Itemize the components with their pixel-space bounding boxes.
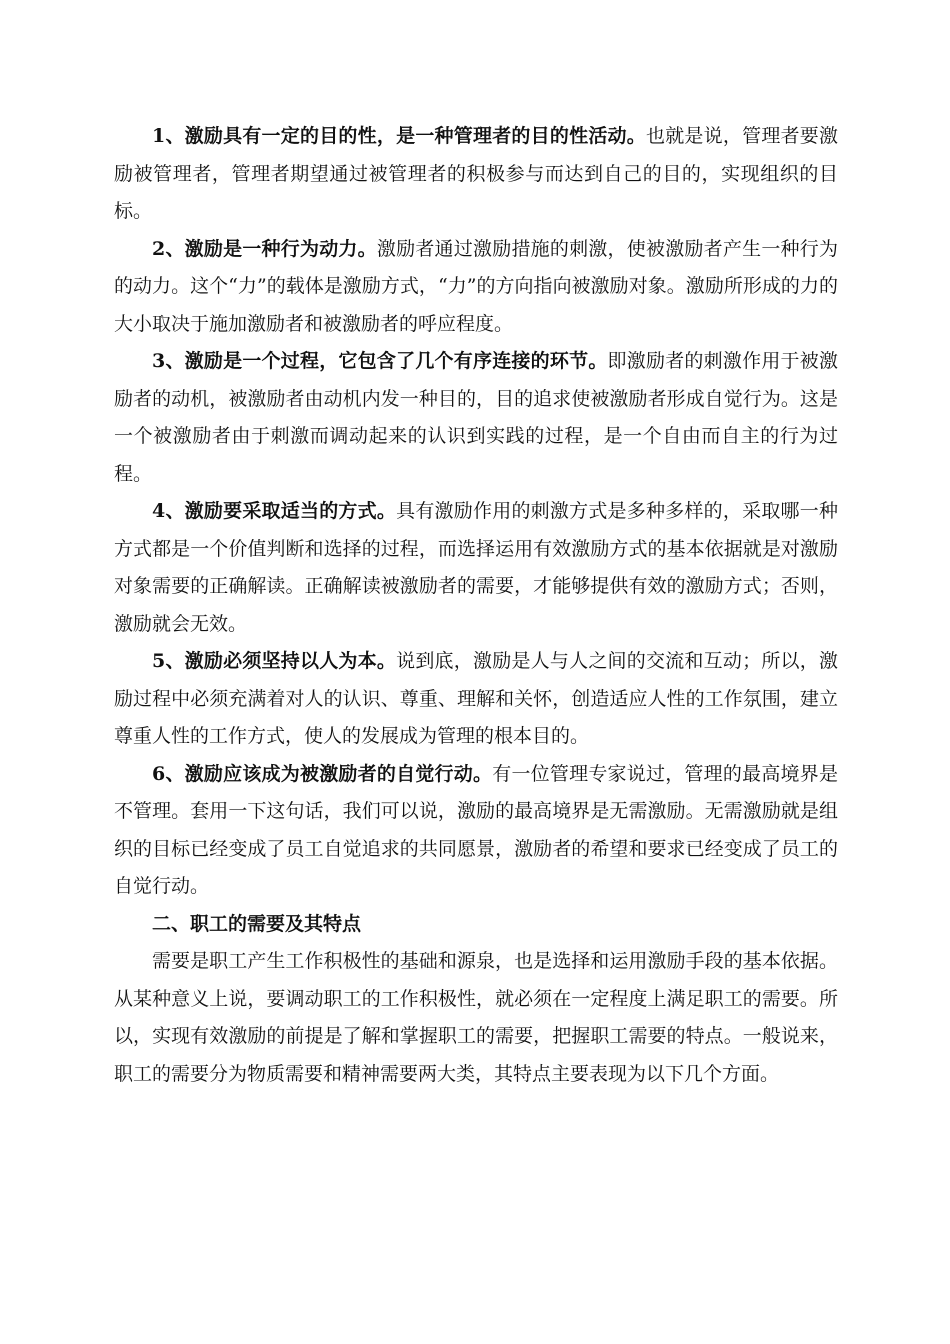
closing-paragraph: 需要是职工产生工作积极性的基础和源泉，也是选择和运用激励手段的基本依据。从某种意义上说，要调动职工的工作积极性，就必须在一定程度上满足职工的需要。所以，实现有效激励的前提是了解和掌握职工的需要，把握职工需要的特点。一般说来，职工的需要分为物质需要和精神需要两大类，其特点主要表现为以下几个方面。: [114, 950, 838, 1085]
paragraph-5: [114, 643, 838, 756]
paragraph-6-body: 有一位管理专家说过，管理的最高境界是不管理。套用一下这句话，我们可以说，激励的最高境界是无需激励。无需激励就是组织的目标已经变成了员工自觉追求的共同愿景，激励者的希望和要求已经变成了员工的自觉行动。: [114, 762, 838, 897]
section-heading: 二、职工的需要及其特点: [152, 912, 362, 935]
paragraph-5-lead: 5、激励必须坚持以人为本。: [152, 650, 397, 672]
paragraph-3-lead: 3、激励是一个过程，它包含了几个有序连接的环节。: [152, 350, 608, 372]
paragraph-4: [114, 493, 838, 643]
document-page: [114, 118, 838, 1093]
paragraph-1-body: 也就是说，管理者要激励被管理者，管理者期望通过被管理者的积极参与而达到自己的目的，实现组织的目标。: [114, 125, 838, 222]
paragraph-2-lead: 2、激励是一种行为动力。: [152, 237, 377, 260]
paragraph-2: [114, 231, 838, 344]
paragraph-3: [114, 343, 838, 493]
paragraph-2-body: 激励者通过激励措施的刺激，使被激励者产生一种行为的动力。这个“力”的载体是激励方式，“力”的方向指向被激励对象。激励所形成的力的大小取决于施加激励者和被激励者的呼应程度。: [114, 237, 838, 335]
paragraph-3-body: 即激励者的刺激作用于被激励者的动机，被激励者由动机内发一种目的，目的追求使被激励者形成自觉行为。这是一个被激励者由于刺激而调动起来的认识到实践的过程，是一个自由而自主的行为过程。: [114, 350, 838, 485]
paragraph-1-lead: 1、激励具有一定的目的性，是一种管理者的目的性活动。: [152, 125, 646, 147]
paragraph-4-lead: 4、激励要采取适当的方式。: [152, 500, 397, 522]
paragraph-5-body: 说到底，激励是人与人之间的交流和互动；所以，激励过程中必须充满着对人的认识、尊重、理解和关怀，创造适应人性的工作氛围，建立尊重人性的工作方式，使人的发展成为管理的根本目的。: [114, 650, 838, 747]
paragraph-1: [114, 118, 838, 231]
paragraph-6: [114, 756, 838, 906]
paragraph-4-body: 具有激励作用的刺激方式是多种多样的，采取哪一种方式都是一个价值判断和选择的过程，而选择运用有效激励方式的基本依据就是对激励对象需要的正确解读。正确解读被激励者的需要，才能够提供有效的激励方式；否则，激励就会无效。: [114, 500, 838, 635]
paragraph-6-lead: 6、激励应该成为被激励者的自觉行动。: [152, 762, 493, 785]
